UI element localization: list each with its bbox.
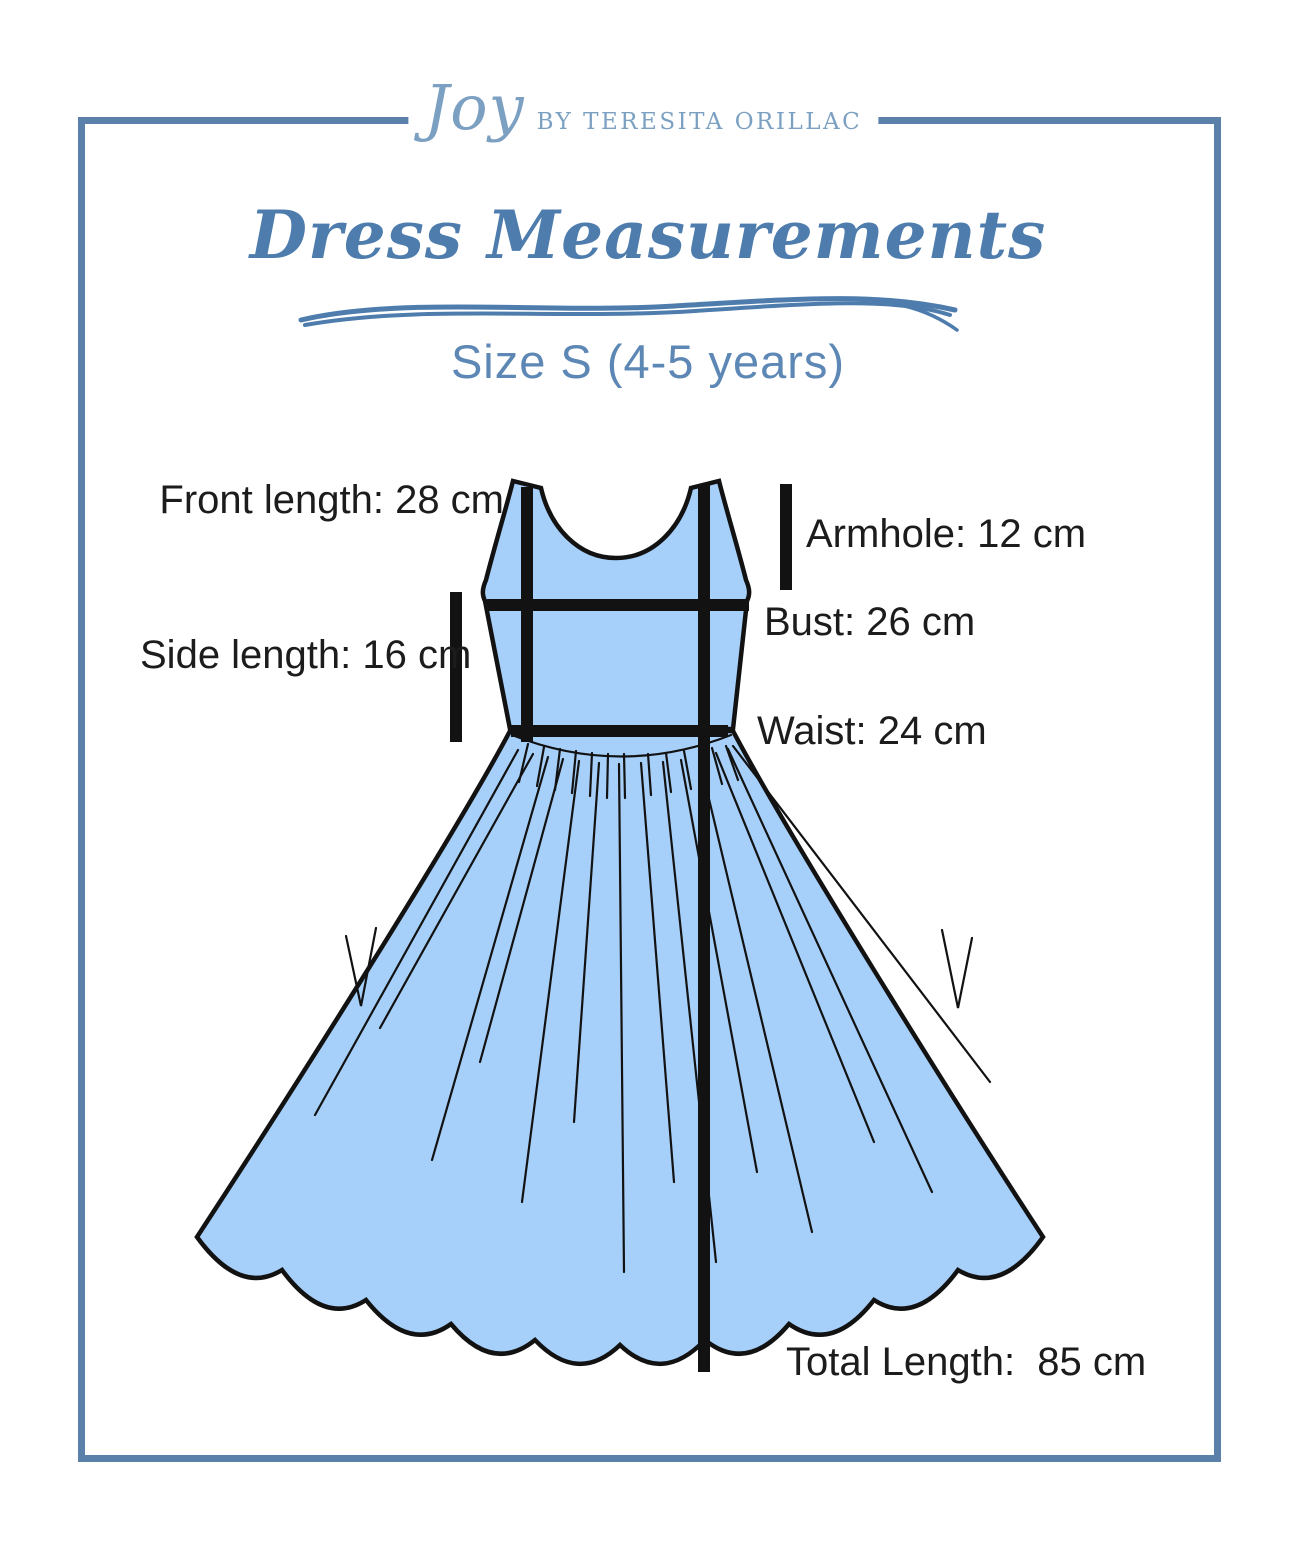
- bust-label: Bust: 26 cm: [764, 600, 976, 644]
- waist-label: Waist: 24 cm: [757, 709, 987, 753]
- size-subtitle: Size S (4-5 years): [450, 335, 846, 388]
- brand-logo: [408, 56, 878, 160]
- page-title: Dress Measurements: [249, 196, 1047, 274]
- side-length-label: Side length: 16 cm: [140, 633, 472, 677]
- brand-name: Joy: [424, 71, 525, 144]
- brand-byline: BY TERESITA ORILLAC: [536, 109, 863, 135]
- armhole-label: Armhole: 12 cm: [806, 512, 1087, 556]
- front-length-label: Front length: 28 cm: [159, 478, 504, 522]
- total-length-label: Total Length: 85 cm: [786, 1340, 1147, 1384]
